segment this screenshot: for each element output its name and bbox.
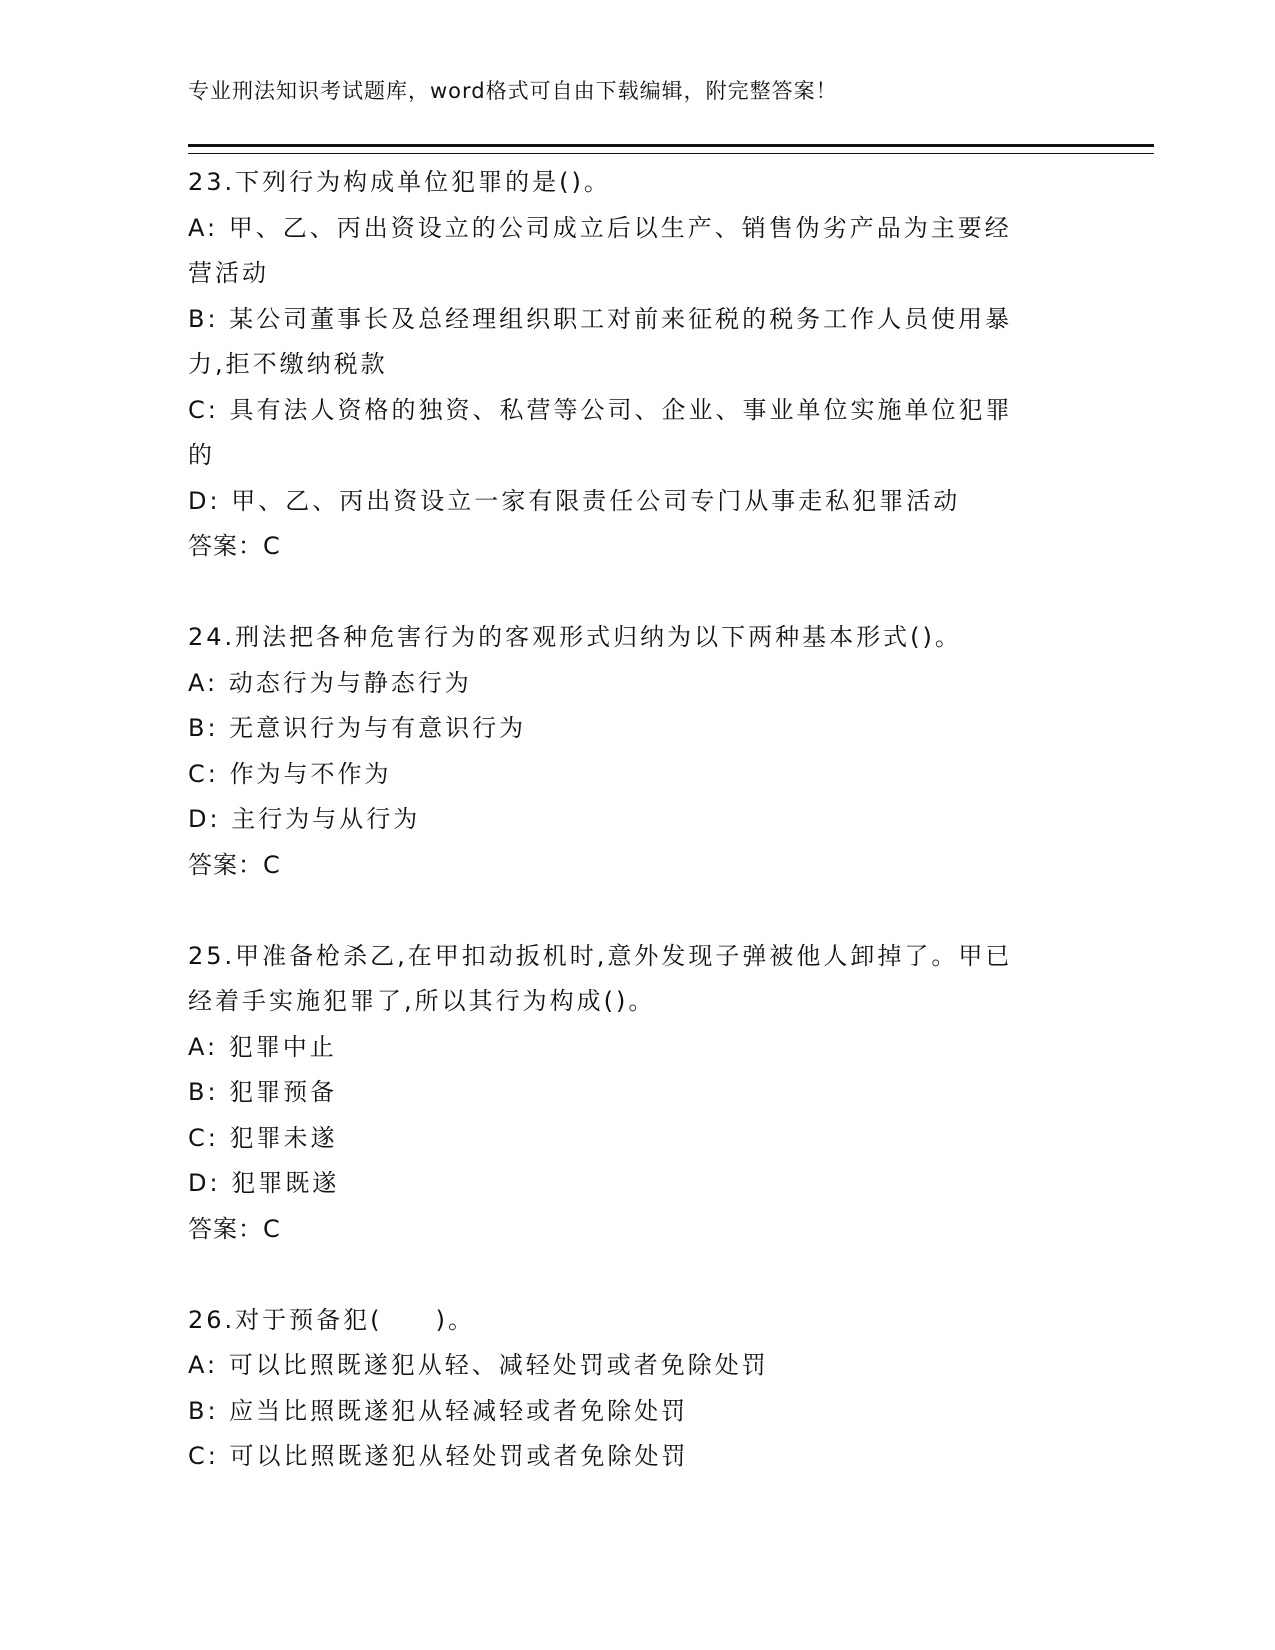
- question-stem: 24.刑法把各种危害行为的客观形式归纳为以下两种基本形式()。: [188, 623, 962, 651]
- option-text: D: 犯罪既遂: [188, 1169, 340, 1197]
- question-stem: 26.对于预备犯( )。: [188, 1305, 476, 1334]
- option-text: D: 甲、乙、丙出资设立一家有限责任公司专门从事走私犯罪活动: [188, 486, 961, 515]
- option-text: A: 犯罪中止: [188, 1032, 337, 1061]
- question-block: [188, 615, 1088, 888]
- option-text: C: 可以比照既遂犯从轻处罚或者免除处罚: [188, 1442, 689, 1470]
- option-text: 力,拒不缴纳税款: [188, 350, 388, 378]
- question-block: [188, 1298, 1088, 1480]
- answer-text: 答案：C: [188, 532, 281, 560]
- option-text: C: 作为与不作为: [188, 759, 392, 788]
- page-header: 专业刑法知识考试题库，word格式可自由下载编辑，附完整答案！: [188, 79, 838, 103]
- option-text: B: 应当比照既遂犯从轻减轻或者免除处罚: [188, 1396, 689, 1425]
- option-text: C: 具有法人资格的独资、私营等公司、企业、事业单位实施单位犯罪: [188, 395, 1013, 424]
- answer-text: 答案：C: [188, 850, 281, 879]
- option-text: A: 可以比照既遂犯从轻、减轻处罚或者免除处罚: [188, 1351, 769, 1379]
- option-text: C: 犯罪未遂: [188, 1123, 338, 1152]
- option-text: B: 无意识行为与有意识行为: [188, 714, 527, 742]
- option-text: B: 犯罪预备: [188, 1078, 338, 1106]
- option-text: A: 动态行为与静态行为: [188, 668, 472, 697]
- question-stem: 经着手实施犯罪了,所以其行为构成()。: [188, 987, 656, 1015]
- option-text: D: 主行为与从行为: [188, 805, 421, 833]
- option-text: 营活动: [188, 259, 269, 287]
- question-block: [188, 934, 1088, 1253]
- answer-text: 答案：C: [188, 1214, 281, 1243]
- question-stem: 23.下列行为构成单位犯罪的是()。: [188, 168, 611, 196]
- question-stem: 25.甲准备枪杀乙,在甲扣动扳机时,意外发现子弹被他人卸掉了。甲已: [188, 941, 1013, 970]
- option-text: 的: [188, 441, 215, 469]
- question-list: [188, 160, 1088, 1525]
- option-text: B: 某公司董事长及总经理组织职工对前来征税的税务工作人员使用暴: [188, 304, 1013, 333]
- option-text: A: 甲、乙、丙出资设立的公司成立后以生产、销售伪劣产品为主要经: [188, 213, 1012, 242]
- question-block: [188, 160, 1088, 570]
- header-divider: [188, 144, 1154, 154]
